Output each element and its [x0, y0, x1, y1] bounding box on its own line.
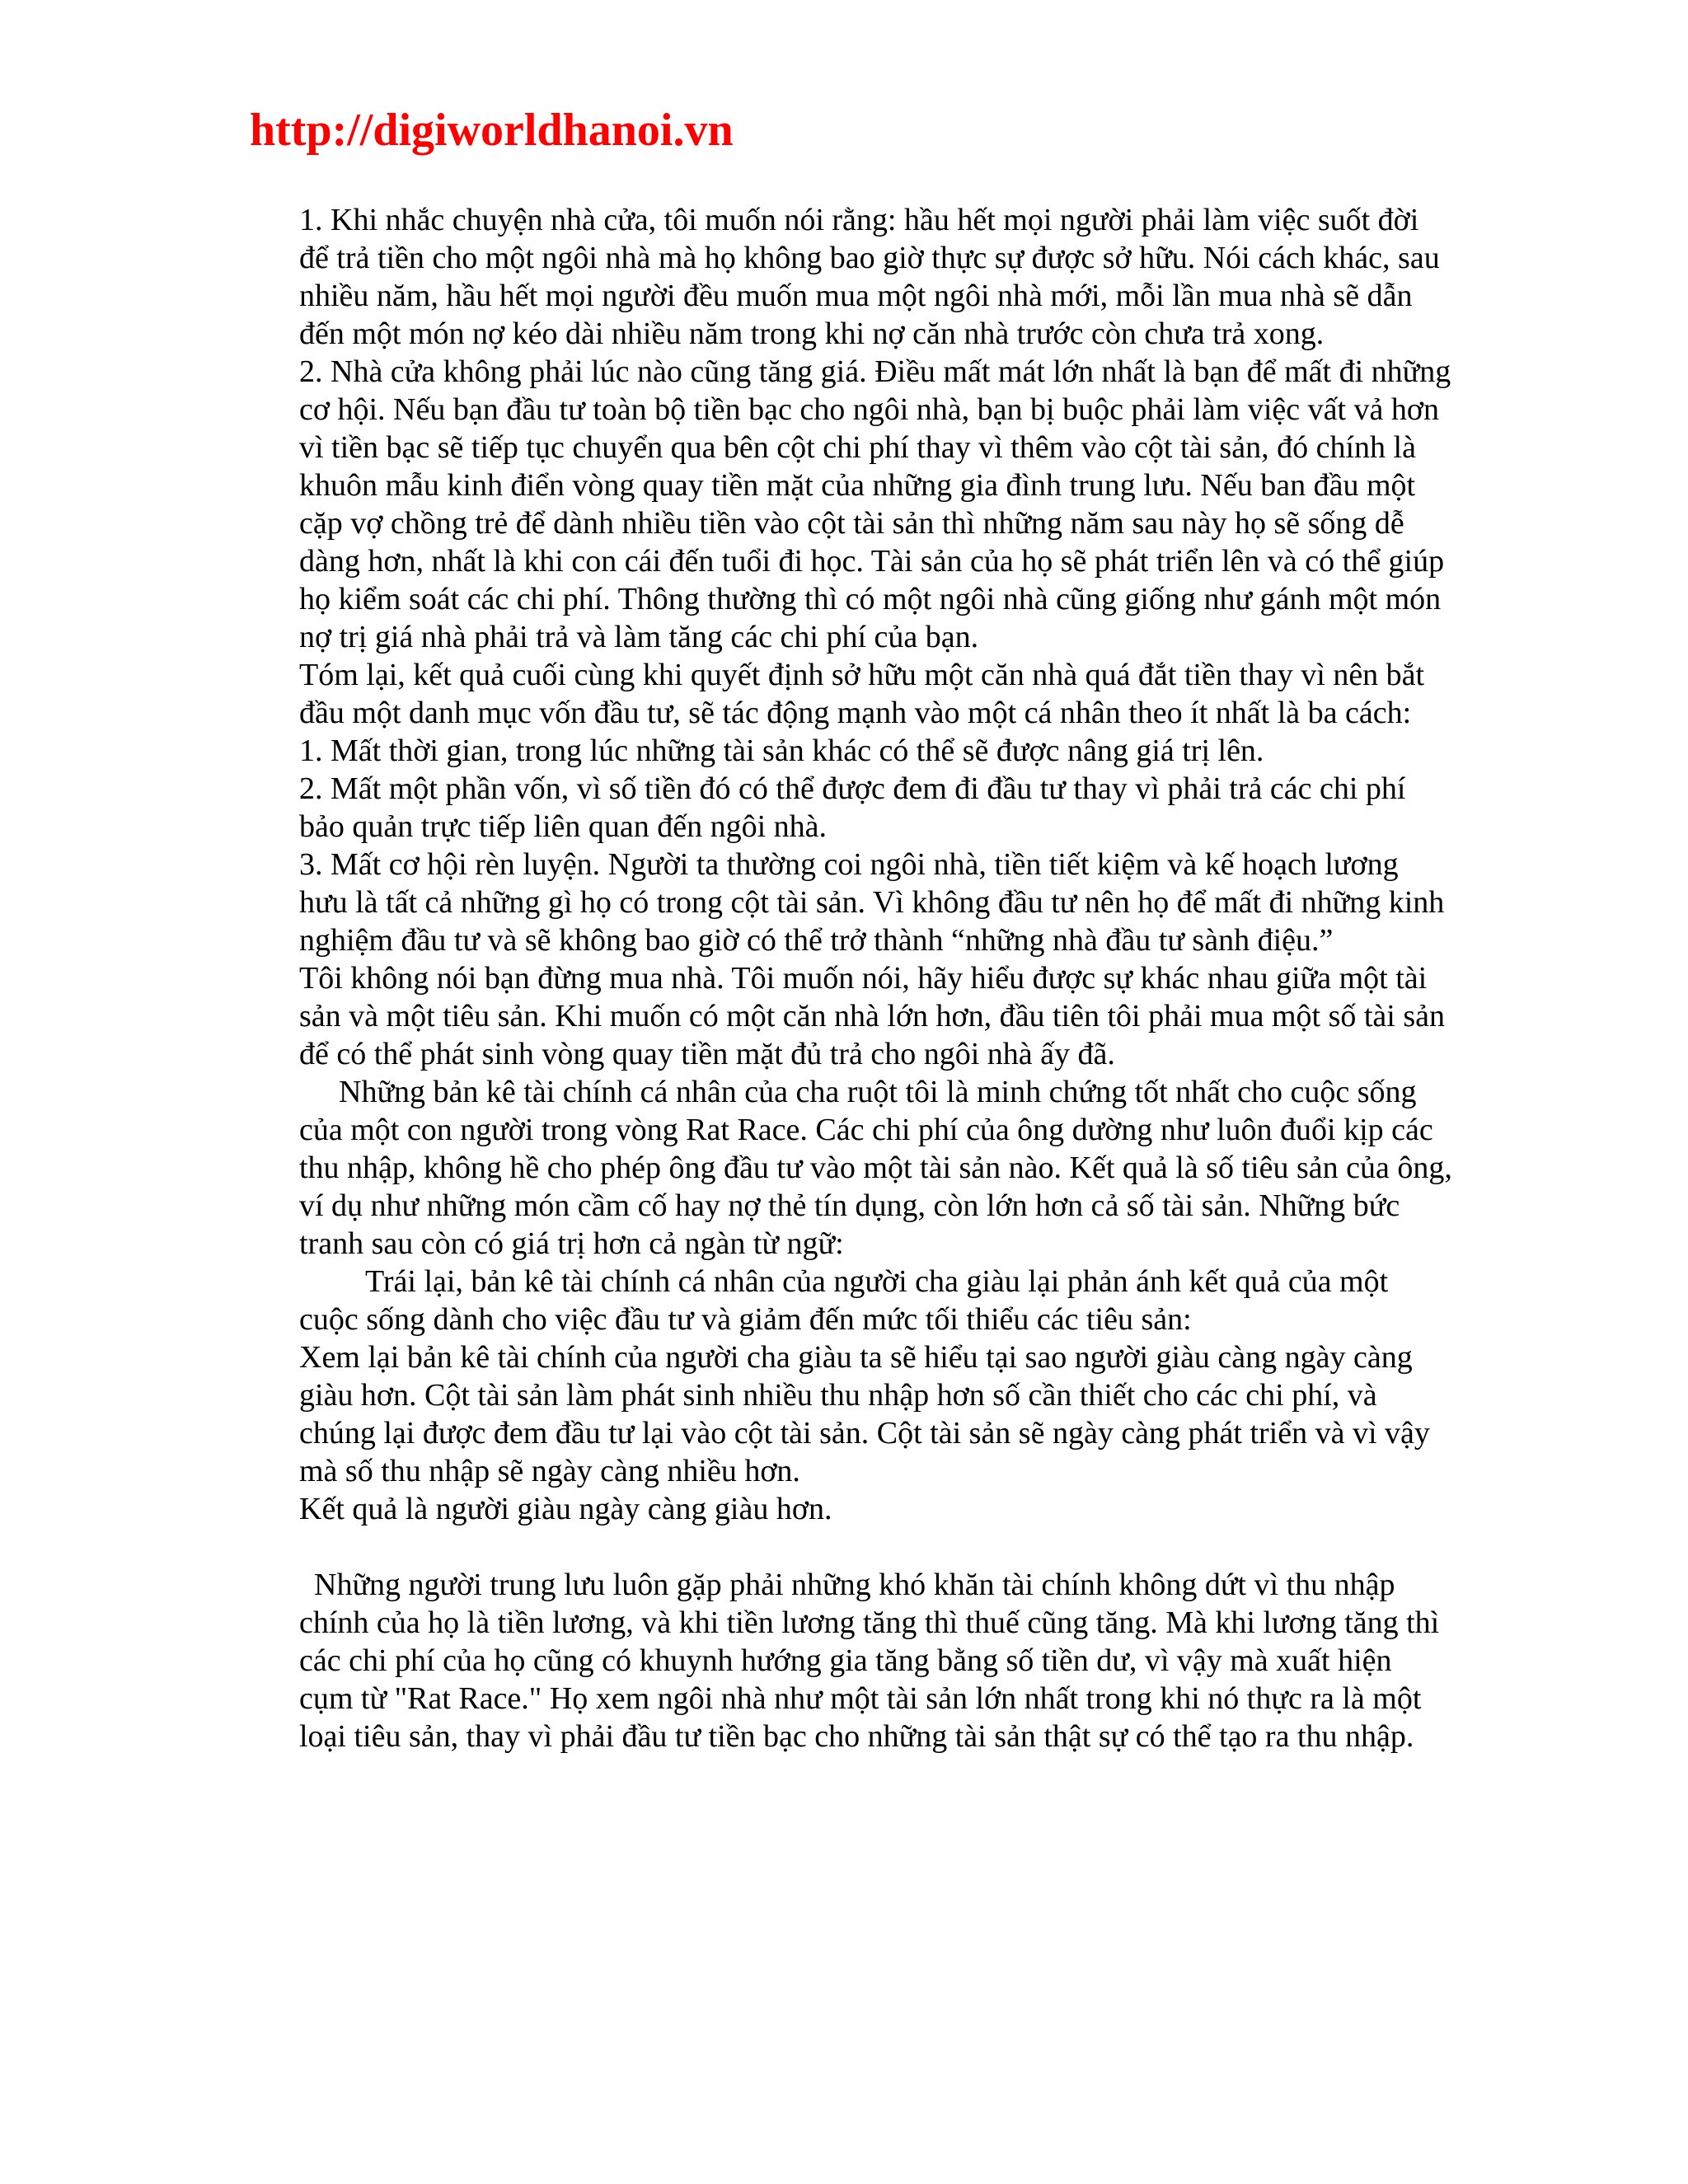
paragraph-spacer: [299, 1528, 1453, 1566]
list-item-lost-practice: 3. Mất cơ hội rèn luyện. Người ta thường coi ngôi nhà, tiền tiết kiệm và kế hoạch lương hưu là tất cả những gì họ có trong cột tài sản. Vì không đầu tư nên họ để mất đi những kinh nghiệm đầu tư và sẽ không bao giờ có thể trở thành “những nhà đầu tư sành điệu.”: [299, 847, 1445, 958]
document-body: [299, 201, 1453, 1755]
paragraph-summary: Tóm lại, kết quả cuối cùng khi quyết định sở hữu một căn nhà quá đắt tiền thay vì nên bắt đầu một danh mục vốn đầu tư, sẽ tác động mạnh vào một cá nhân theo ít nhất là ba cách:: [299, 658, 1425, 730]
paragraph-asset-vs-liability: Tôi không nói bạn đừng mua nhà. Tôi muốn nói, hãy hiểu được sự khác nhau giữa một tài sản và một tiêu sản. Khi muốn có một căn nhà lớn hơn, đầu tiên tôi phải mua một số tài sản để có thể phát sinh vòng quay tiền mặt đủ trả cho ngôi nhà ấy đã.: [299, 961, 1446, 1071]
paragraph-home-ownership: 1. Khi nhắc chuyện nhà cửa, tôi muốn nói rằng: hầu hết mọi người phải làm việc suốt đời để trả tiền cho một ngôi nhà mà họ không bao giờ thực sự được sở hữu. Nói cách khác, sau nhiều năm, hầu hết mọi người đều muốn mua một ngôi nhà mới, mỗi lần mua nhà sẽ dẫn đến một món nợ kéo dài nhiều năm trong khi nợ căn nhà trước còn chưa trả xong.: [299, 203, 1440, 351]
paragraph-middle-class: Những người trung lưu luôn gặp phải những khó khăn tài chính không dứt vì thu nhập chính của họ là tiền lương, và khi tiền lương tăng thì thuế cũng tăng. Mà khi lương tăng thì các chi phí của họ cũng có khuynh hướng gia tăng bằng số tiền dư, vì vậy mà xuất hiện cụm từ "Rat Race." Họ xem ngôi nhà như một tài sản lớn nhất trong khi nó thực ra là một loại tiêu sản, thay vì phải đầu tư tiền bạc cho những tài sản thật sự có thể tạo ra thu nhập.: [299, 1568, 1440, 1754]
paragraph-conclusion: Kết quả là người giàu ngày càng giàu hơn.: [299, 1492, 832, 1526]
site-url-header: http://digiworldhanoi.vn: [250, 105, 734, 156]
paragraph-poor-dad-statements: Những bản kê tài chính cá nhân của cha ruột tôi là minh chứng tốt nhất cho cuộc sống của một con người trong vòng Rat Race. Các chi phí của ông dường như luôn đuổi kịp các thu nhập, không hề cho phép ông đầu tư vào một tài sản nào. Kết quả là số tiêu sản của ông, ví dụ như những món cầm cố hay nợ thẻ tín dụng, còn lớn hơn cả số tài sản. Những bức tranh sau còn có giá trị hơn cả ngàn từ ngữ:: [299, 1075, 1452, 1261]
paragraph-house-prices: 2. Nhà cửa không phải lúc nào cũng tăng giá. Điều mất mát lớn nhất là bạn để mất đi những cơ hội. Nếu bạn đầu tư toàn bộ tiền bạc cho ngôi nhà, bạn bị buộc phải làm việc vất vả hơn vì tiền bạc sẽ tiếp tục chuyển qua bên cột chi phí thay vì thêm vào cột tài sản, đó chính là khuôn mẫu kinh điển vòng quay tiền mặt của những gia đình trung lưu. Nếu ban đầu một cặp vợ chồng trẻ để dành nhiều tiền vào cột tài sản thì những năm sau này họ sẽ sống dễ dàng hơn, nhất là khi con cái đến tuổi đi học. Tài sản của họ sẽ phát triển lên và có thể giúp họ kiểm soát các chi phí. Thông thường thì có một ngôi nhà cũng giống như gánh một món nợ trị giá nhà phải trả và làm tăng các chi phí của bạn.: [299, 354, 1451, 654]
paragraph-rich-get-richer: Xem lại bản kê tài chính của người cha giàu ta sẽ hiểu tại sao người giàu càng ngày càng giàu hơn. Cột tài sản làm phát sinh nhiều thu nhập hơn số cần thiết cho các chi phí, và chúng lại được đem đầu tư lại vào cột tài sản. Cột tài sản sẽ ngày càng phát triển và vì vậy mà số thu nhập sẽ ngày càng nhiều hơn.: [299, 1340, 1430, 1488]
list-item-lost-capital: 2. Mất một phần vốn, vì số tiền đó có thể được đem đi đầu tư thay vì phải trả các chi phí bảo quản trực tiếp liên quan đến ngôi nhà.: [299, 771, 1406, 844]
paragraph-rich-dad-statements: Trái lại, bản kê tài chính cá nhân của người cha giàu lại phản ánh kết quả của một cuộc sống dành cho việc đầu tư và giảm đến mức tối thiểu các tiêu sản:: [299, 1264, 1389, 1337]
list-item-lost-time: 1. Mất thời gian, trong lúc những tài sản khác có thể sẽ được nâng giá trị lên.: [299, 733, 1264, 768]
